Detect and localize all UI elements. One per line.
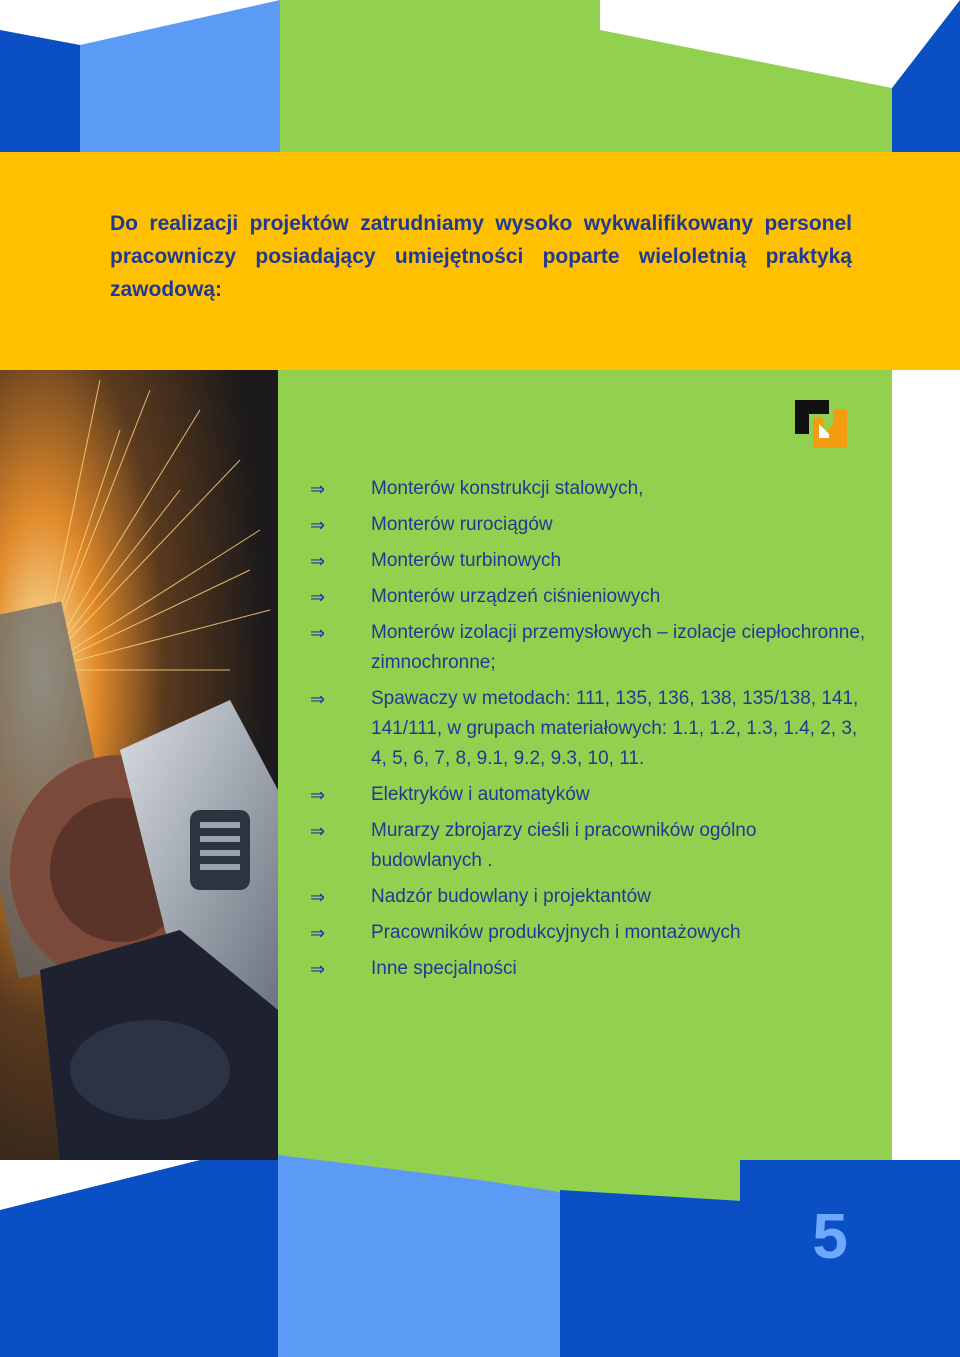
- list-item-label: Spawaczy w metodach: 111, 135, 136, 138, 135/138, 141, 141/111, w grupach materiałowych: 1.1, 1.2, 1.3, 1.4, 2, 3, 4, 5, 6, 7, 8, 9.1, 9.2, 9.3, 10, 11.: [371, 688, 859, 769]
- list-item-label: Elektryków i automatyków: [371, 784, 590, 805]
- double-arrow-icon: ⇒: [310, 959, 326, 979]
- list-item-label: Nadzór budowlany i projektantów: [371, 886, 651, 907]
- bottom-dark-blue-left-shape: [0, 1160, 278, 1357]
- list-item-label: Monterów konstrukcji stalowych,: [371, 478, 644, 499]
- double-arrow-icon: ⇒: [310, 821, 326, 841]
- page-number: 5: [812, 1200, 848, 1272]
- double-arrow-icon: ⇒: [310, 551, 326, 571]
- list-item: [310, 684, 870, 774]
- list-item-label: Murarzy zbrojarzy cieśli i pracowników ogólno budowlanych .: [371, 820, 757, 871]
- double-arrow-icon: ⇒: [310, 923, 326, 943]
- list-item: [310, 546, 870, 576]
- bottom-dark-blue-right-shape: [892, 1160, 960, 1357]
- list-item-label: Monterów rurociągów: [371, 514, 553, 535]
- top-dark-blue-left-shape: [0, 30, 80, 152]
- double-arrow-icon: ⇒: [310, 785, 326, 805]
- double-arrow-icon: ⇒: [310, 887, 326, 907]
- list-item: [310, 474, 870, 504]
- list-item-label: Monterów urządzeń ciśnieniowych: [371, 586, 661, 607]
- list-item: [310, 816, 870, 876]
- list-item: [310, 510, 870, 540]
- list-item-label: Monterów turbinowych: [371, 550, 562, 571]
- staff-list: [310, 474, 870, 990]
- list-item: [310, 582, 870, 612]
- double-arrow-icon: ⇒: [310, 479, 326, 499]
- angle-grinder-sparks-photo: [0, 370, 278, 1160]
- list-item: [310, 918, 870, 948]
- double-arrow-icon: ⇒: [310, 623, 326, 643]
- list-item: [310, 618, 870, 678]
- top-light-blue-shape: [80, 0, 280, 152]
- list-item: [310, 882, 870, 912]
- list-item-label: Inne specjalności: [371, 958, 517, 979]
- double-arrow-icon: ⇒: [310, 515, 326, 535]
- list-item: [310, 954, 870, 984]
- company-logo-icon: [795, 400, 847, 448]
- list-item-label: Pracowników produkcyjnych i montażowych: [371, 922, 741, 943]
- list-item: [310, 780, 870, 810]
- double-arrow-icon: ⇒: [310, 587, 326, 607]
- list-item-label: Monterów izolacji przemysłowych – izolacje ciepłochronne, zimnochronne;: [371, 622, 866, 673]
- intro-text: Do realizacji projektów zatrudniamy wysoko wykwalifikowany personel pracowniczy posiadający umiejętności poparte wieloletnią praktyką zawodową:: [110, 212, 852, 301]
- double-arrow-icon: ⇒: [310, 689, 326, 709]
